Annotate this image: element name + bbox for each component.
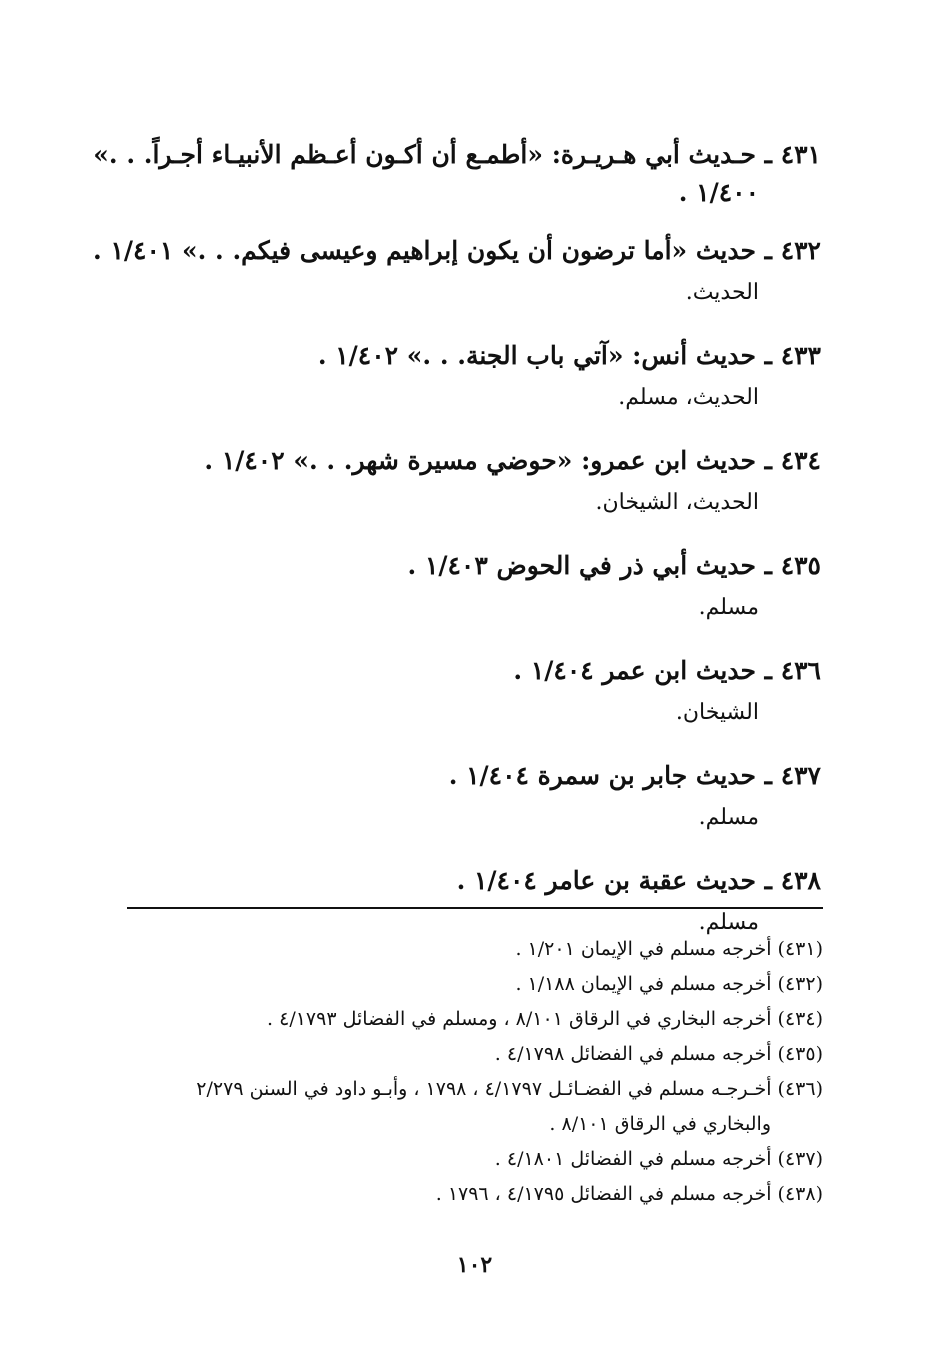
entry-431 xyxy=(93,132,821,207)
entry-title: ٤٣٥ ـ حديث أبي ذر في الحوض ١/٤٠٣ . xyxy=(407,551,821,580)
entry-title: ٤٣٦ ـ حديث ابن عمر ١/٤٠٤ . xyxy=(513,656,821,685)
entry-source: الحديث. xyxy=(685,280,759,305)
entry-title: ٤٣٧ ـ حديث جابر بن سمرة ١/٤٠٤ . xyxy=(448,761,821,790)
entry-source: مسلم. xyxy=(698,910,759,935)
footnote-434: (٤٣٤) أخرجه البخاري في الرقاق ٨/١٠١ ، ومسلم في الفضائل ٤/١٧٩٣ . xyxy=(267,1008,823,1030)
entry-title: ٤٣٨ ـ حديث عقبة بن عامر ١/٤٠٤ . xyxy=(456,866,821,895)
entry-title: ٤٣٣ ـ حديث أنس: «آتي باب الجنة. . .» ١/٤٠٢ . xyxy=(317,341,821,370)
footnotes xyxy=(133,932,823,1212)
entry-title: ٤٣١ ـ حـديث أبي هـريـرة: «أطمـع أن أكـون أعـظم الأنبيـاء أجـراً. . .» xyxy=(93,140,821,169)
footnote-438: (٤٣٨) أخرجه مسلم في الفضائل ٤/١٧٩٥ ، ١٧٩٦ . xyxy=(435,1183,823,1205)
entry-435 xyxy=(121,543,821,627)
hadith-index-list xyxy=(93,132,821,963)
entry-432 xyxy=(93,228,821,312)
entry-436 xyxy=(121,648,821,732)
entry-433 xyxy=(121,333,821,417)
entry-title: ٤٣٤ ـ حديث ابن عمرو: «حوضي مسيرة شهر. . .» ١/٤٠٢ . xyxy=(204,446,821,475)
footnote-432: (٤٣٢) أخرجه مسلم في الإيمان ١/١٨٨ . xyxy=(515,973,823,995)
footnote-431: (٤٣١) أخرجه مسلم في الإيمان ١/٢٠١ . xyxy=(515,938,823,960)
entry-source: الشيخان. xyxy=(675,700,759,725)
entry-438 xyxy=(121,858,821,942)
entry-source: الحديث، مسلم. xyxy=(618,385,759,410)
entry-source: الحديث، الشيخان. xyxy=(595,490,759,515)
entry-source: مسلم. xyxy=(698,805,759,830)
entry-source: مسلم. xyxy=(698,595,759,620)
entry-437 xyxy=(121,753,821,837)
entry-reference-continuation: ١/٤٠٠ . xyxy=(678,178,759,207)
page-number: ١٠٢ xyxy=(456,1252,493,1278)
entry-title: ٤٣٢ ـ حديث «أما ترضون أن يكون إبراهيم وعيسى فيكم. . .» ١/٤٠١ . xyxy=(93,236,821,265)
footnote-437: (٤٣٧) أخرجه مسلم في الفضائل ٤/١٨٠١ . xyxy=(494,1148,823,1170)
footnote-436: (٤٣٦) أخـرجـه مسلم في الفضـائـل ٤/١٧٩٧ ، ١٧٩٨ ، وأبـو داود في السنن ٢/٢٧٩ xyxy=(196,1078,823,1100)
footnote-divider xyxy=(127,907,823,909)
entry-434 xyxy=(121,438,821,522)
footnote-435: (٤٣٥) أخرجه مسلم في الفضائل ٤/١٧٩٨ . xyxy=(494,1043,823,1065)
footnote-436-continuation: والبخاري في الرقاق ٨/١٠١ . xyxy=(549,1113,771,1135)
